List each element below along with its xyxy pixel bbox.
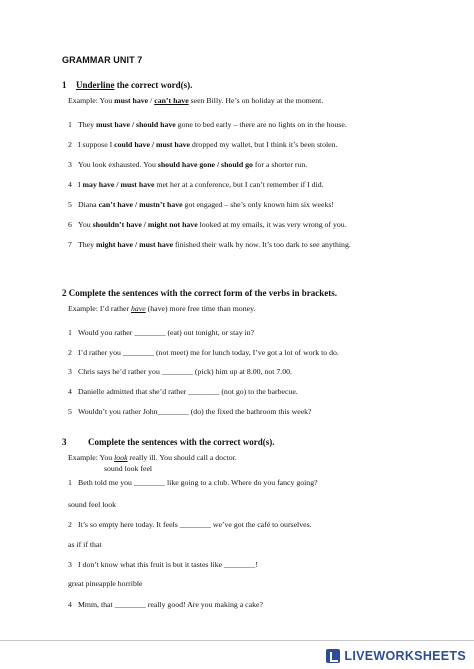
section-3-example xyxy=(68,453,237,462)
section-3-heading xyxy=(62,437,275,447)
item-text: looked at my emails, it was very wrong of you. xyxy=(197,220,347,229)
item-text: met her at a conference, but I can’t remember if I did. xyxy=(154,180,324,189)
section-heading-text: the correct word(s). xyxy=(114,80,193,90)
item-number: 3 xyxy=(68,560,72,569)
item-text[interactable]: Chris says he’d rather you ________ (pick) him up at 8.00, not 7.00. xyxy=(78,367,292,376)
item-text: dropped my wallet, but I think it’s been stolen. xyxy=(189,140,338,149)
question-item xyxy=(68,367,292,376)
question-item xyxy=(68,520,312,529)
checkmark-logo-icon xyxy=(326,649,340,663)
footer-divider xyxy=(0,640,474,641)
item-number: 2 xyxy=(68,140,72,149)
item-text: They xyxy=(78,120,96,129)
example-text: Example: I’d rather xyxy=(68,304,131,313)
logo-text: LIVEWORKSHEETS xyxy=(344,649,466,663)
item-text[interactable]: Mmm, that ________ really good! Are you making a cake? xyxy=(78,600,263,609)
item-options[interactable]: can’t have / mustn’t have xyxy=(98,200,183,209)
section-number: 3 xyxy=(62,437,67,447)
section-2-heading: 2 Complete the sentences with the correct form of the verbs in brackets. xyxy=(62,288,338,298)
question-item xyxy=(68,140,337,149)
question-item xyxy=(68,407,312,416)
item-number: 4 xyxy=(68,387,72,396)
item-number: 6 xyxy=(68,220,72,229)
item-number: 3 xyxy=(68,367,72,376)
item-options: as if if that xyxy=(68,540,102,549)
footer xyxy=(0,640,474,669)
example-text: (have) more free time than money. xyxy=(145,304,256,313)
example-options: sound look feel xyxy=(104,464,153,473)
question-item xyxy=(68,560,258,569)
item-options[interactable]: could have / must have xyxy=(114,140,190,149)
liveworksheets-logo[interactable] xyxy=(326,649,466,663)
item-number: 2 xyxy=(68,520,72,529)
item-text[interactable]: It’s so empty here today. It feels ________ we’ve got the café to ourselves. xyxy=(78,520,312,529)
section-heading-underlined: Underline xyxy=(76,80,115,90)
example-text: seen Billy. He’s on holiday at the moment. xyxy=(188,96,324,105)
item-text: I xyxy=(78,180,83,189)
item-number: 1 xyxy=(68,120,72,129)
item-text[interactable]: Beth told me you ________ like going to a club. Where do you fancy going? xyxy=(78,478,318,487)
question-item xyxy=(68,387,298,396)
item-number: 7 xyxy=(68,240,72,249)
item-text: They xyxy=(78,240,96,249)
example-answer: look xyxy=(114,453,128,462)
section-1-heading xyxy=(62,80,192,90)
item-number: 5 xyxy=(68,200,72,209)
section-heading-text: Complete the sentences with the correct word(s). xyxy=(88,437,275,447)
item-text: Diana xyxy=(78,200,99,209)
item-number: 4 xyxy=(68,600,72,609)
question-item xyxy=(68,478,318,487)
section-1-example xyxy=(68,96,323,105)
example-text: Example: You xyxy=(68,453,115,462)
item-options[interactable]: should have gone / should go xyxy=(157,160,253,169)
example-text: Example: You xyxy=(68,96,115,105)
question-item xyxy=(68,220,347,229)
question-item xyxy=(68,348,339,357)
item-options: sound feel look xyxy=(68,500,117,509)
item-number: 3 xyxy=(68,160,72,169)
item-options[interactable]: may have / must have xyxy=(82,180,155,189)
item-options[interactable]: might have / must have xyxy=(95,240,174,249)
item-text[interactable]: Wouldn’t you rather John________ (do) the fixed the bathroom this week? xyxy=(78,407,312,416)
item-text: gone to bed early – there are no lights on in the house. xyxy=(175,120,347,129)
item-text: got engaged – she’s only known him six weeks! xyxy=(182,200,334,209)
item-text: for a shorter run. xyxy=(252,160,308,169)
item-text: You xyxy=(78,220,93,229)
question-item xyxy=(68,200,334,209)
question-item xyxy=(68,328,254,337)
question-item xyxy=(68,120,347,129)
page-title: GRAMMAR UNIT 7 xyxy=(62,55,143,65)
item-number: 4 xyxy=(68,180,72,189)
section-number: 1 xyxy=(62,80,67,90)
example-answer: have xyxy=(131,304,146,313)
item-text: You look exhausted. You xyxy=(78,160,158,169)
example-text: / xyxy=(148,96,155,105)
item-text: finished their walk by now. It’s too dark to see anything. xyxy=(173,240,351,249)
item-options: great pineapple horrible xyxy=(68,579,143,588)
question-item xyxy=(68,180,324,189)
item-text: I suppose I xyxy=(78,140,115,149)
question-item xyxy=(68,600,263,609)
example-text: really ill. You should call a doctor. xyxy=(127,453,237,462)
item-number: 5 xyxy=(68,407,72,416)
example-answer: can’t have xyxy=(154,96,189,105)
item-number: 1 xyxy=(68,478,72,487)
item-text[interactable]: Would you rather ________ (eat) out tonight, or stay in? xyxy=(78,328,255,337)
item-text[interactable]: I’d rather you ________ (not meet) me for lunch today, I’ve got a lot of work to do. xyxy=(78,348,339,357)
item-options[interactable]: must have / should have xyxy=(95,120,176,129)
item-text[interactable]: Danielle admitted that she’d rather ________ (not go) to the barbecue. xyxy=(78,387,298,396)
item-number: 2 xyxy=(68,348,72,357)
example-option: must have xyxy=(114,96,149,105)
item-text[interactable]: I don’t know what this fruit is but it tastes like ________! xyxy=(78,560,258,569)
section-2-example xyxy=(68,304,255,313)
item-options[interactable]: shouldn’t have / might not have xyxy=(92,220,198,229)
item-number: 1 xyxy=(68,328,72,337)
question-item xyxy=(68,240,351,249)
question-item xyxy=(68,160,307,169)
